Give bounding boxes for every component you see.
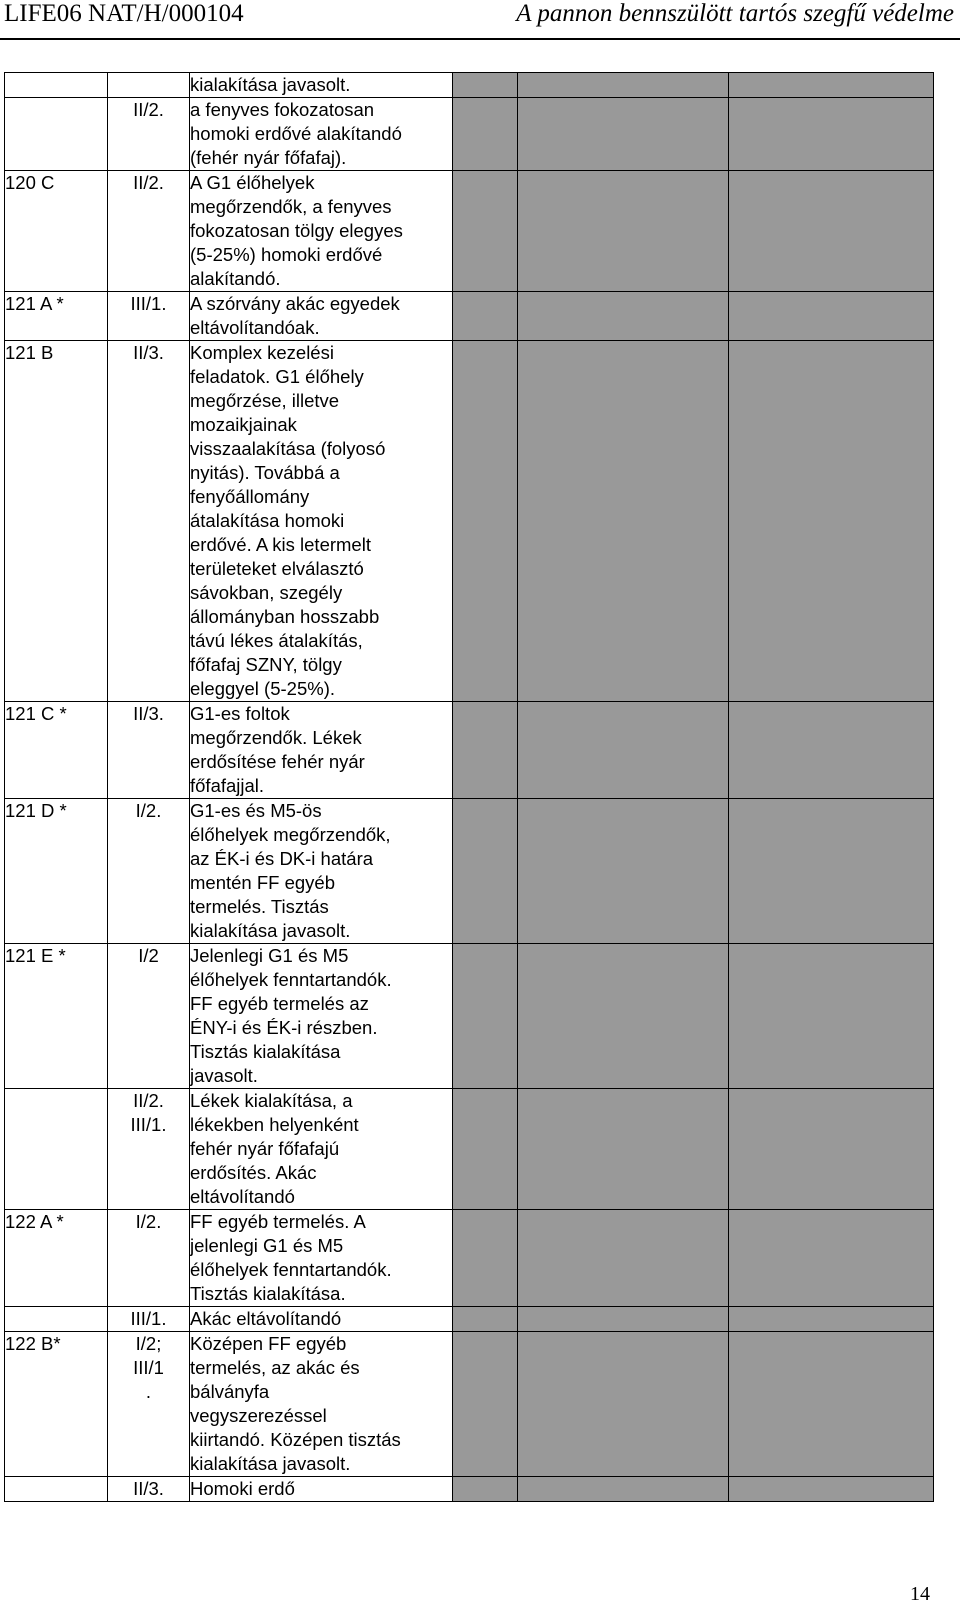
table-row [5, 73, 934, 98]
shaded-cell [453, 1307, 518, 1332]
shaded-cell [518, 1477, 729, 1502]
description-cell [190, 73, 453, 98]
description: Akác eltávolítandó [190, 1308, 342, 1329]
shaded-cell [729, 1477, 934, 1502]
table-row [5, 702, 934, 799]
shaded-cell [518, 73, 729, 98]
area-id-cell [5, 171, 108, 292]
category-cell [108, 171, 190, 292]
area-id-cell [5, 1332, 108, 1477]
shaded-cell [729, 73, 934, 98]
shaded-cell [518, 292, 729, 341]
page-number: 14 [910, 1583, 930, 1605]
shaded-cell [518, 171, 729, 292]
category-cell [108, 702, 190, 799]
category-cell [108, 292, 190, 341]
category: I/2; III/1 . [133, 1333, 164, 1402]
table-row [5, 1477, 934, 1502]
shaded-cell [729, 341, 934, 702]
shaded-cell [518, 944, 729, 1089]
area-id-cell [5, 341, 108, 702]
table-row [5, 292, 934, 341]
description: Homoki erdő [190, 1478, 295, 1499]
description: A szórvány akác egyedek eltávolítandóak. [190, 293, 400, 338]
category-cell [108, 1210, 190, 1307]
category-cell [108, 799, 190, 944]
shaded-cell [729, 98, 934, 171]
category: II/3. [133, 342, 164, 363]
shaded-cell [453, 702, 518, 799]
description-cell [190, 171, 453, 292]
document-header-title: A pannon bennszülött tartós szegfű védelme [516, 0, 954, 27]
shaded-cell [729, 1089, 934, 1210]
shaded-cell [518, 799, 729, 944]
measures-table [4, 72, 934, 1502]
category: II/2. [133, 99, 164, 120]
description: A G1 élőhelyek megőrzendők, a fenyves fokozatosan tölgy elegyes (5-25%) homoki erdővé alakítandó. [190, 172, 403, 289]
description: Középen FF egyéb termelés, az akác és bálványfa vegyszerezéssel kiirtandó. Középen tisztás kialakítása javasolt. [190, 1333, 401, 1474]
category-cell [108, 1332, 190, 1477]
description-cell [190, 1332, 453, 1477]
category-cell [108, 341, 190, 702]
area-id: 122 A * [5, 1211, 64, 1232]
category: I/2 [138, 945, 159, 966]
category: II/2. [133, 172, 164, 193]
description-cell [190, 702, 453, 799]
area-id-cell [5, 702, 108, 799]
header-rule [0, 38, 960, 40]
shaded-cell [453, 1332, 518, 1477]
category-cell [108, 1477, 190, 1502]
category-cell [108, 1307, 190, 1332]
shaded-cell [453, 799, 518, 944]
shaded-cell [453, 292, 518, 341]
shaded-cell [729, 799, 934, 944]
area-id-cell [5, 1210, 108, 1307]
description-cell [190, 944, 453, 1089]
description: a fenyves fokozatosan homoki erdővé alakítandó (fehér nyár főfafaj). [190, 99, 402, 168]
description: kialakítása javasolt. [190, 74, 351, 95]
table-row [5, 171, 934, 292]
description: Komplex kezelési feladatok. G1 élőhely megőrzése, illetve mozaikjainak visszaalakítása (folyosó nyitás). Továbbá a fenyőállomány átalakítása homoki erdővé. A kis letermelt területeket elválasztó sávokban, szegély állományban hosszabb távú lékes átalakítás, főfafaj SZNY, tölgy eleggyel (5-25%). [190, 342, 386, 699]
category: II/3. [133, 703, 164, 724]
area-id-cell [5, 73, 108, 98]
description: FF egyéb termelés. A jelenlegi G1 és M5 élőhelyek fenntartandók. Tisztás kialakítása. [190, 1211, 392, 1304]
category-cell [108, 1089, 190, 1210]
area-id-cell [5, 292, 108, 341]
area-id: 121 C * [5, 703, 67, 724]
area-id-cell [5, 1307, 108, 1332]
area-id: 121 D * [5, 800, 67, 821]
shaded-cell [453, 73, 518, 98]
category-cell [108, 944, 190, 1089]
area-id-cell [5, 1089, 108, 1210]
shaded-cell [729, 1210, 934, 1307]
shaded-cell [453, 98, 518, 171]
shaded-cell [518, 341, 729, 702]
document-header-project-code: LIFE06 NAT/H/000104 [4, 0, 244, 27]
category-cell [108, 98, 190, 171]
category: II/3. [133, 1478, 164, 1499]
table-row [5, 1307, 934, 1332]
shaded-cell [518, 98, 729, 171]
area-id-cell [5, 98, 108, 171]
description: Lékek kialakítása, a lékekben helyenként fehér nyár főfafajú erdősítés. Akác eltávolítandó [190, 1090, 359, 1207]
shaded-cell [453, 1477, 518, 1502]
shaded-cell [518, 1089, 729, 1210]
shaded-cell [729, 171, 934, 292]
table-row [5, 1332, 934, 1477]
shaded-cell [729, 292, 934, 341]
area-id: 120 C [5, 172, 55, 193]
table-row [5, 1210, 934, 1307]
description-cell [190, 1307, 453, 1332]
shaded-cell [518, 1332, 729, 1477]
category: III/1. [130, 1308, 167, 1329]
shaded-cell [453, 1089, 518, 1210]
table-row [5, 944, 934, 1089]
area-id: 121 A * [5, 293, 64, 314]
measures-table-body [5, 73, 934, 1502]
shaded-cell [729, 944, 934, 1089]
shaded-cell [729, 1307, 934, 1332]
shaded-cell [518, 1210, 729, 1307]
shaded-cell [453, 341, 518, 702]
shaded-cell [453, 1210, 518, 1307]
area-id: 121 E * [5, 945, 66, 966]
description-cell [190, 341, 453, 702]
category: II/2. III/1. [130, 1090, 167, 1135]
area-id: 122 B* [5, 1333, 61, 1354]
shaded-cell [453, 171, 518, 292]
shaded-cell [453, 944, 518, 1089]
table-row [5, 799, 934, 944]
description-cell [190, 799, 453, 944]
area-id-cell [5, 799, 108, 944]
description: Jelenlegi G1 és M5 élőhelyek fenntartandók. FF egyéb termelés az ÉNY-i és ÉK-i részben. Tisztás kialakítása javasolt. [190, 945, 392, 1086]
description-cell [190, 292, 453, 341]
description-cell [190, 1210, 453, 1307]
category-cell [108, 73, 190, 98]
description-cell [190, 98, 453, 171]
shaded-cell [729, 702, 934, 799]
category: III/1. [130, 293, 167, 314]
area-id-cell [5, 944, 108, 1089]
description: G1-es és M5-ös élőhelyek megőrzendők, az ÉK-i és DK-i határa mentén FF egyéb termelés. Tisztás kialakítása javasolt. [190, 800, 391, 941]
shaded-cell [518, 1307, 729, 1332]
shaded-cell [518, 702, 729, 799]
description-cell [190, 1089, 453, 1210]
table-row [5, 1089, 934, 1210]
category: I/2. [135, 1211, 162, 1232]
description: G1-es foltok megőrzendők. Lékek erdősítése fehér nyár főfafajjal. [190, 703, 365, 796]
shaded-cell [729, 1332, 934, 1477]
description-cell [190, 1477, 453, 1502]
table-row [5, 341, 934, 702]
area-id-cell [5, 1477, 108, 1502]
category: I/2. [135, 800, 162, 821]
area-id: 121 B [5, 342, 54, 363]
table-row [5, 98, 934, 171]
